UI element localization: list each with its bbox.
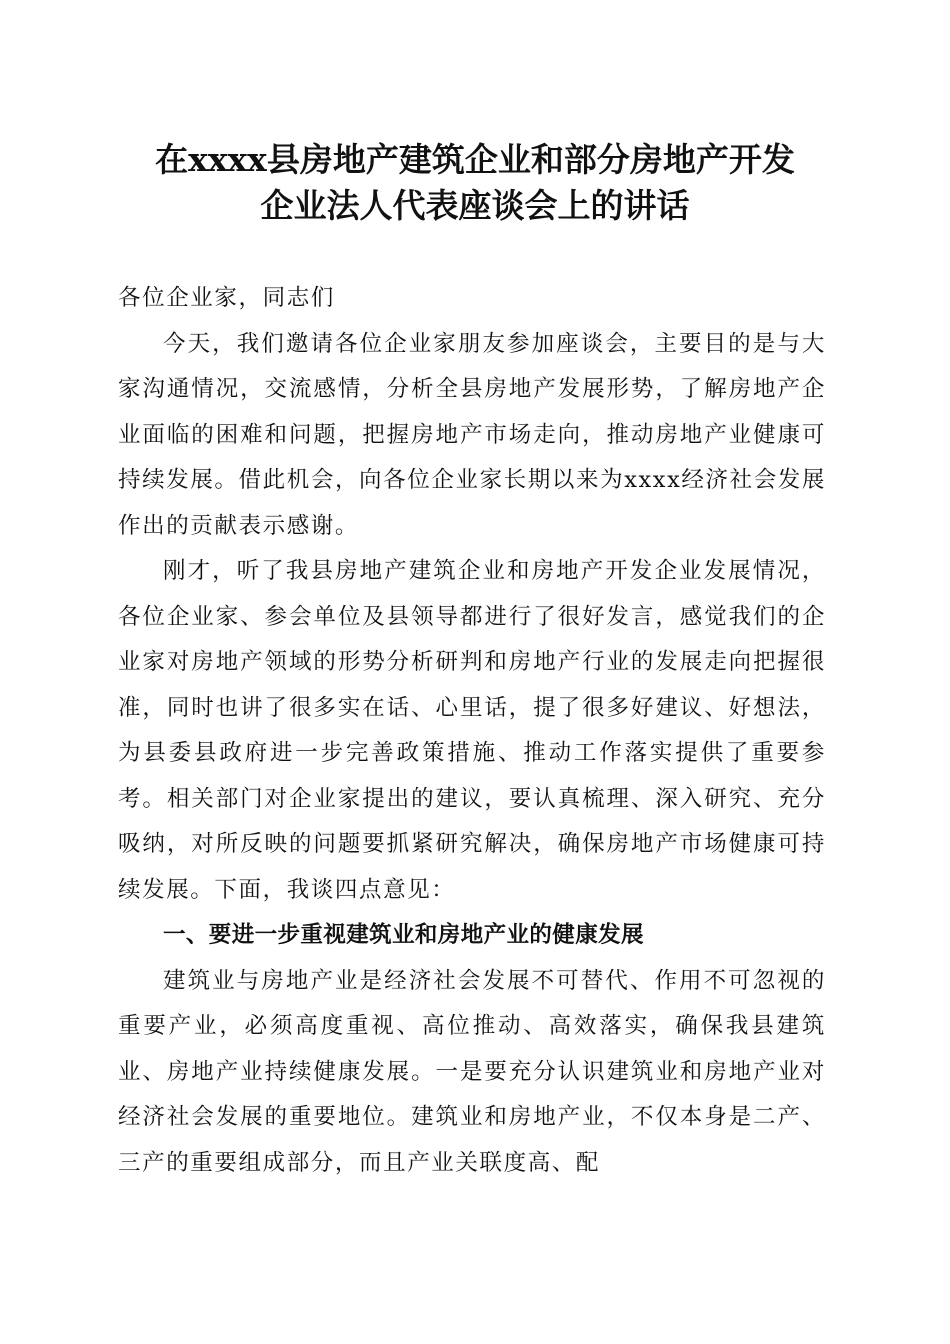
document-title-line-2: 企业法人代表座谈会上的讲话 xyxy=(260,186,690,225)
section-heading-1: 一、要进一步重视建筑业和房地产业的健康发展 xyxy=(163,922,644,948)
document-title-line-1: 在xxxx县房地产建筑企业和部分房地产开发 xyxy=(155,140,795,179)
paragraph-remarks: 刚才，听了我县房地产建筑企业和房地产开发企业发展情况，各位企业家、参会单位及县领导都进行了很好发言，感觉我们的企业家对房地产领域的形势分析研判和房地产行业的发展走向把握很准，同时也讲了很多实在话、心里话，提了很多好建议、好想法，为县委县政府进一步完善政策措施、推动工作落实提供了重要参考。相关部门对企业家提出的建议，要认真梳理、深入研究、充分吸纳，对所反映的问题要抓紧研究解决，确保房地产市场健康可持续发展。下面，我谈四点意见： xyxy=(118,558,826,903)
salutation: 各位企业家，同志们 xyxy=(118,285,335,311)
paragraph-opening: 今天，我们邀请各位企业家朋友参加座谈会，主要目的是与大家沟通情况，交流感情，分析全县房地产发展形势，了解房地产企业面临的困难和问题，把握房地产市场走向，推动房地产业健康可持续发展。借此机会，向各位企业家长期以来为xxxx经济社会发展作出的贡献表示感谢。 xyxy=(118,330,826,539)
section-1-paragraph: 建筑业与房地产业是经济社会发展不可替代、作用不可忽视的重要产业，必须高度重视、高位推动、高效落实，确保我县建筑业、房地产业持续健康发展。一是要充分认识建筑业和房地产业对经济社会发展的重要地位。建筑业和房地产业，不仅本身是二产、三产的重要组成部分，而且产业关联度高、配 xyxy=(118,967,826,1176)
document-body xyxy=(118,276,826,1186)
